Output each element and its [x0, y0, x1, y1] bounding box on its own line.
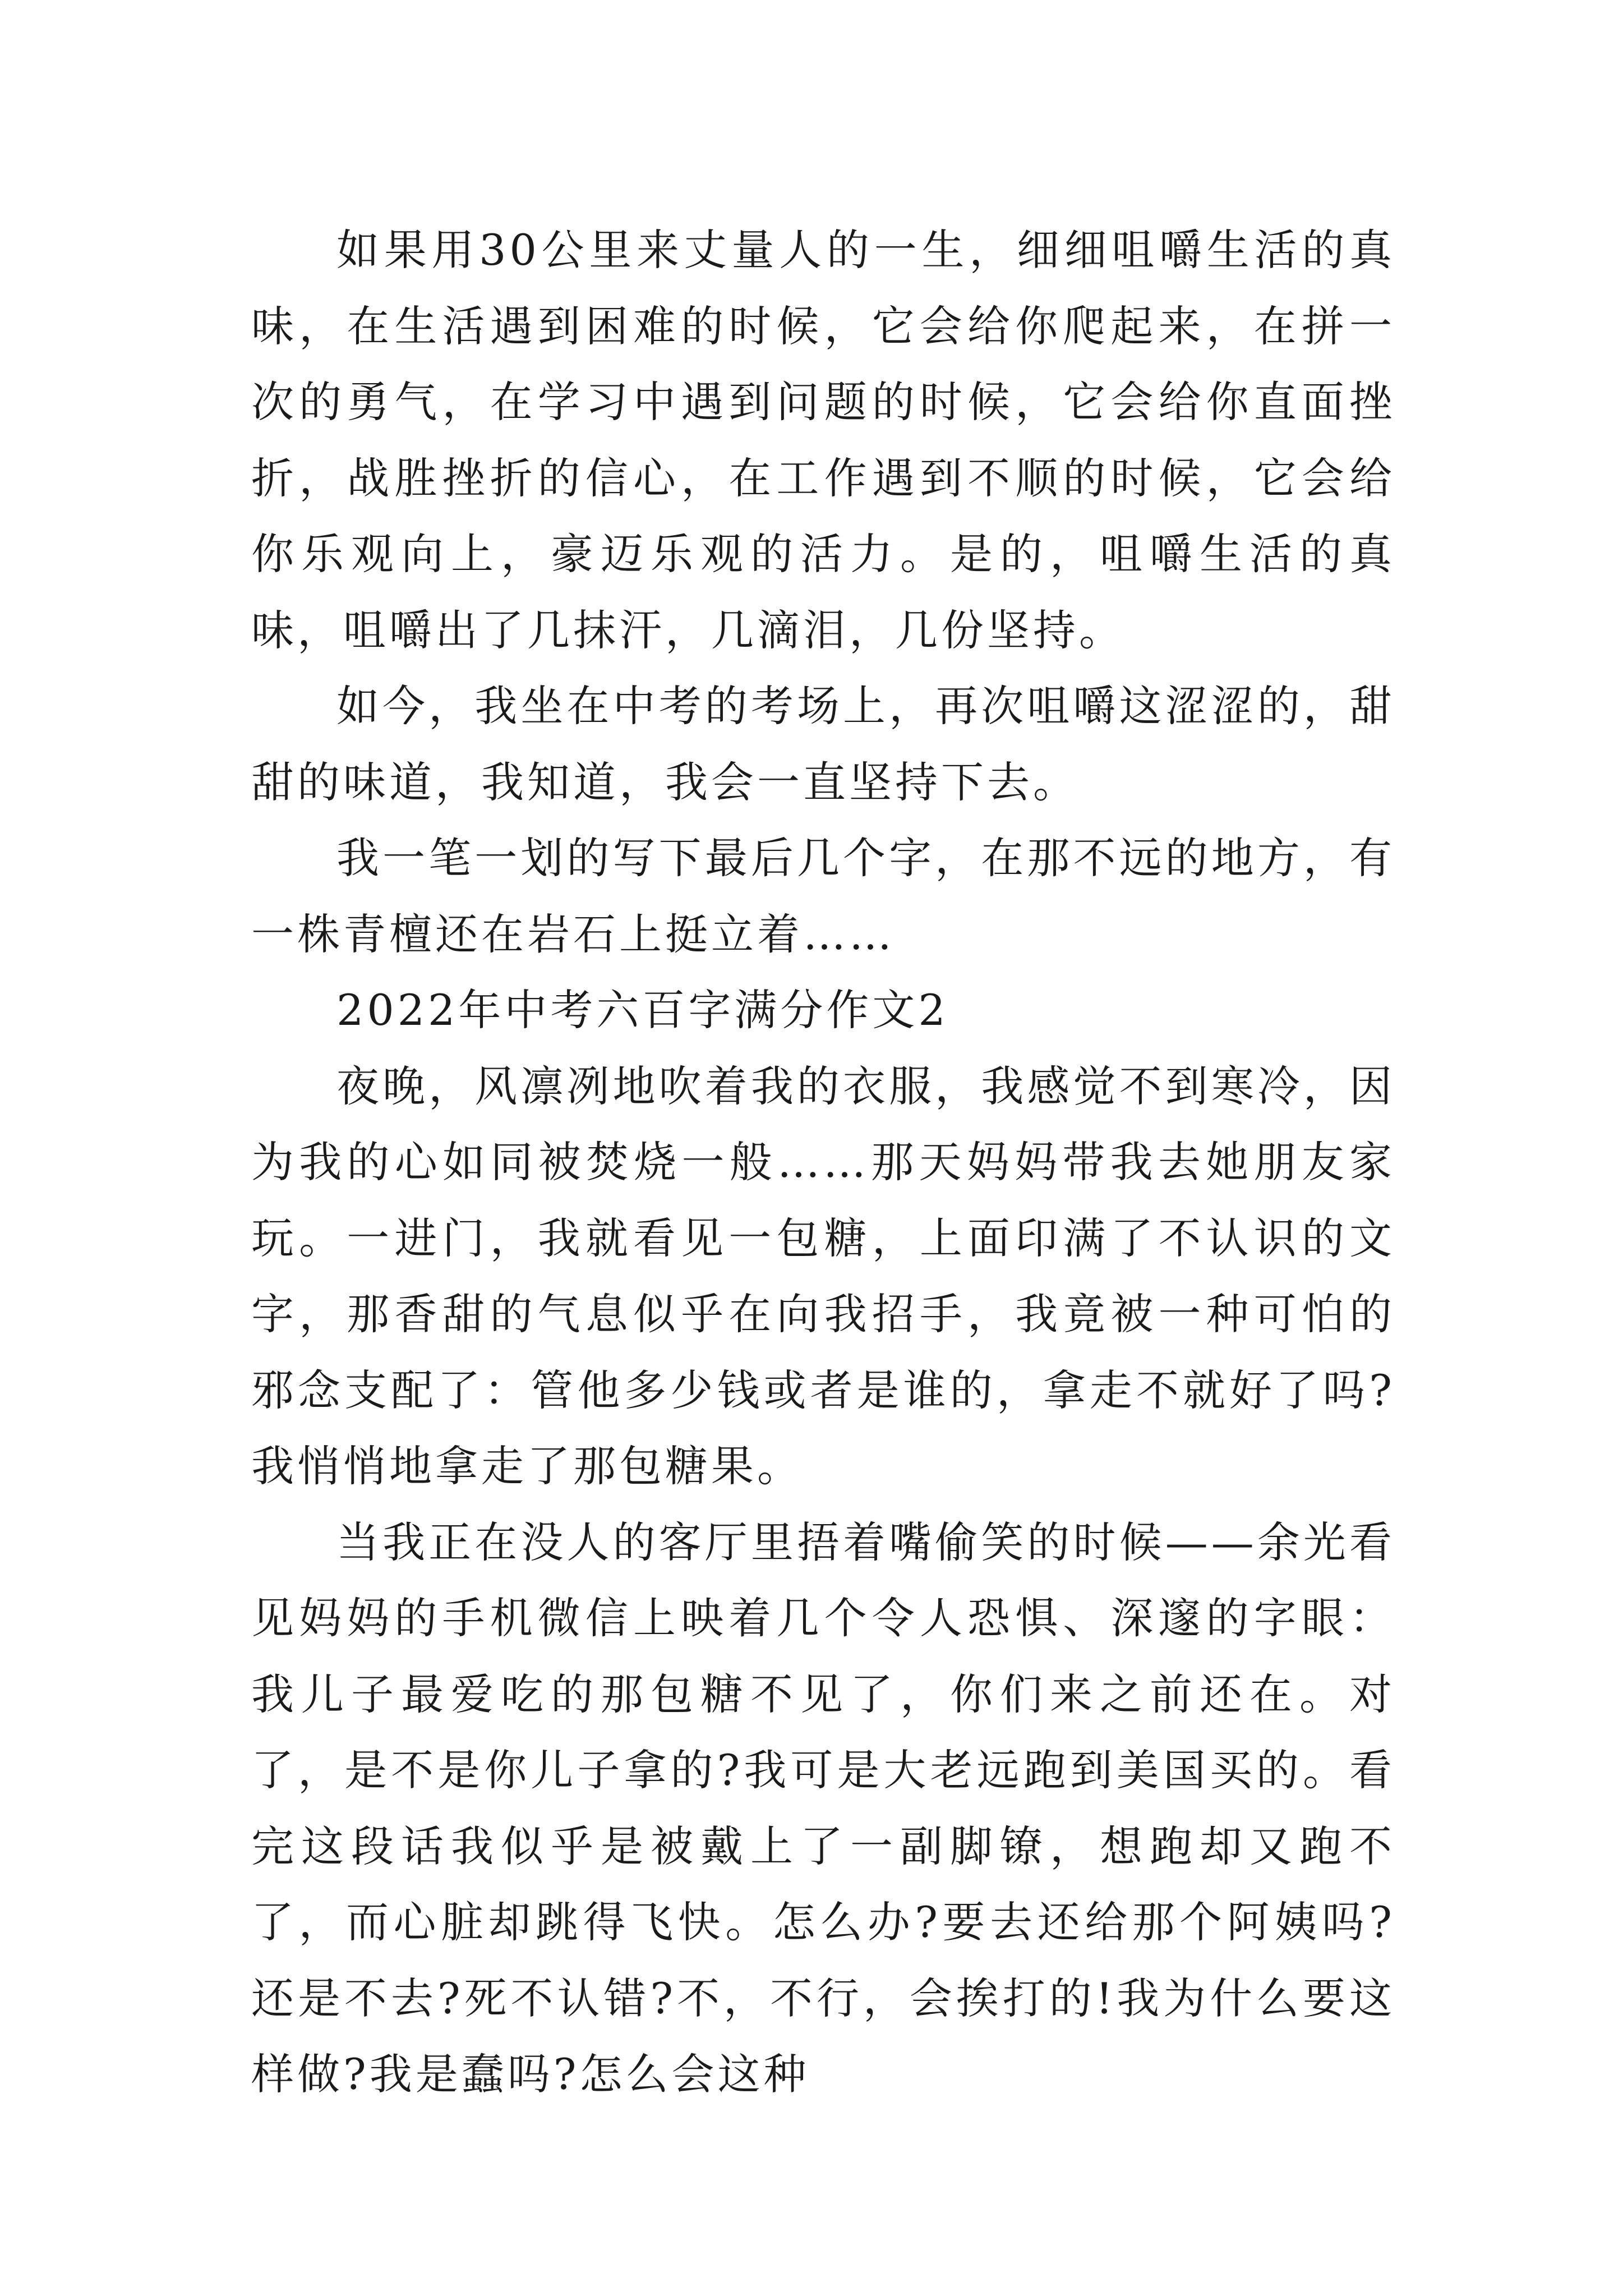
paragraph: 夜晚，风凛冽地吹着我的衣服，我感觉不到寒冷，因为我的心如同被焚烧一般……那天妈妈带我去她朋友家玩。一进门，我就看见一包糖，上面印满了不认识的文字，那香甜的气息似乎在向我招手，我竟被一种可怕的邪念支配了：管他多少钱或者是谁的，拿走不就好了吗?我悄悄地拿走了那包糖果。 [251, 1061, 1395, 1491]
essay-title: 2022年中考六百字满分作文2 [336, 985, 949, 1035]
paragraph: 我一笔一划的写下最后几个字，在那不远的地方，有一株青檀还在岩石上挺立着…… [251, 833, 1395, 959]
paragraph: 如果用30公里来丈量人的一生，细细咀嚼生活的真味，在生活遇到困难的时候，它会给你爬起来，在拼一次的勇气，在学习中遇到问题的时候，它会给你直面挫折，战胜挫折的信心，在工作遇到不顺的时候，它会给你乐观向上，豪迈乐观的活力。是的，咀嚼生活的真味，咀嚼出了几抹汗，几滴泪，几份坚持。 [251, 225, 1395, 655]
paragraph: 如今，我坐在中考的考场上，再次咀嚼这涩涩的，甜甜的味道，我知道，我会一直坚持下去。 [251, 681, 1395, 807]
essay-body [251, 212, 1395, 2113]
paragraph: 当我正在没人的客厅里捂着嘴偷笑的时候——余光看见妈妈的手机微信上映着几个令人恐惧、深邃的字眼：我儿子最爱吃的那包糖不见了，你们来之前还在。对了，是不是你儿子拿的?我可是大老远跑到美国买的。看完这段话我似乎是被戴上了一副脚镣，想跑却又跑不了，而心脏却跳得飞快。怎么办?要去还给那个阿姨吗?还是不去?死不认错?不，不行，会挨打的!我为什么要这样做?我是蠢吗?怎么会这种 [251, 1517, 1395, 2099]
